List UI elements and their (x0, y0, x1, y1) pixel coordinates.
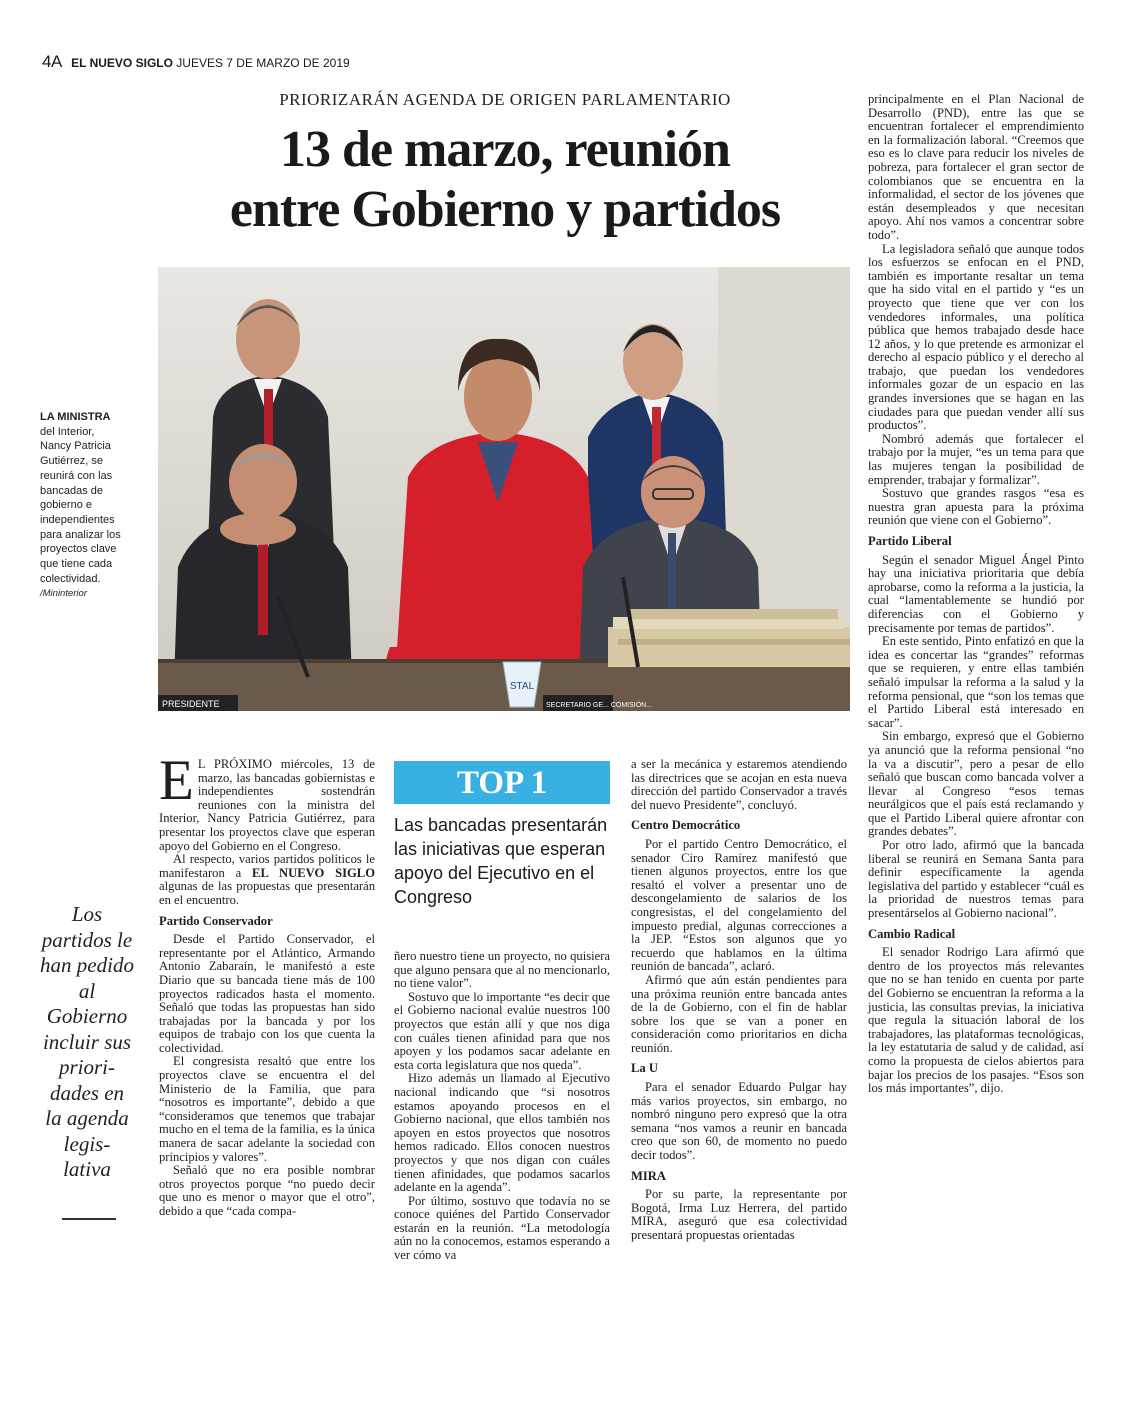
paragraph: Sostuvo que grandes rasgos “esa es nuestra gran apuesta para la próxima reunión que viene con el Gobierno”. (868, 486, 1084, 528)
section-heading: Partido Conservador (159, 913, 273, 928)
paragraph: Para el senador Eduardo Pulgar hay más varios proyectos, sin embargo, no nombró ninguno pero expresó que la otra semana “nos vamos a reunir en bancada creo que son 60, de momento no puedo decir todos”. (631, 1080, 847, 1163)
paragraph: Por último, sostuvo que todavía no se conoce quiénes del Partido Conservador estarán en la reunión. “La metodología aún no la conocemos, estamos esperando a ver cómo va (394, 1193, 610, 1263)
paragraph: Según el senador Miguel Ángel Pinto hay una iniciativa prioritaria que debía aprobarse, como la reforma a la justicia, la cual “lamentablemente se hundió por diferencias con el Gobierno y precisamente por temas de partidos”. (868, 552, 1084, 635)
paragraph: Sin embargo, expresó que el Gobierno ya anunció que la reforma pensional “no la va a discutir”, pero a pesar de ello señaló que buscan como bancada volver a llevar al Congreso “esos temas neurálgicos que el país está reclamando y que el Partido Liberal quiere afrontar con grandes debates”. (868, 729, 1084, 839)
caption-text: del Interior, Nancy Patricia Gutiérrez, se reunirá con las bancadas de gobierno e independientes para analizar los proyectos clave que tiene cada colectividad. (40, 425, 121, 585)
pull-quote-rule (62, 1218, 116, 1220)
paragraph: a ser la mecánica y estaremos atendiendo las directrices que se acojan en esta nueva dirección del partido Conservador a través del nuevo Presidente”, concluyó. (631, 757, 847, 812)
article-kicker: PRIORIZARÁN AGENDA DE ORIGEN PARLAMENTARIO (279, 90, 731, 109)
paper-stack (608, 609, 850, 667)
top1-text: Las bancadas presentarán las iniciativas que esperan apoyo del Ejecutivo en el Congreso (394, 815, 608, 907)
paragraph: Por el partido Centro Democrático, el senador Ciro Ramírez manifestó que tienen algunos proyectos, entre los que resaltó el volver a presentar uno de descongelamiento de salarios de los congresistas, el del congelamiento del impuesto predial, algunas correcciones a la JEP. “Estos son algunos que yo recuerdo que hablamos en la última reunión de bancada”, aclaró. (631, 836, 847, 974)
article-column-2 (394, 950, 610, 1263)
paragraph: Señaló que no era posible nombrar otros proyectos porque “no puedo decir que uno es menor o mayor que el otro”, debido a que “cada compa- (159, 1163, 375, 1218)
newspaper-name: EL NUEVO SIGLO (252, 865, 375, 880)
photo-caption (40, 410, 126, 602)
page-folio (42, 52, 350, 72)
article-column-4 (868, 93, 1084, 1096)
article-column-1 (159, 749, 375, 1219)
paragraph: principalmente en el Plan Nacional de Desarrollo (PND), entre las que se encuentran fortalecer el emprendimiento en la formalización laboral. “Creemos que eso es lo clave para reducir los niveles de pobreza, para fortalecer el gran sector de colombianos que se encuentra en la informalidad, el sector de los jóvenes que están desempleados y que necesitan apoyo. Ahí nos vamos a concentrar sobre todo”. (868, 92, 1084, 242)
paragraph: Nombró además que fortalecer el trabajo por la mujer, “es un tema para que las mujeres tengan la posibilidad de emprender, trabajar y formalizar”. (868, 431, 1084, 487)
paragraph: En este sentido, Pinto enfatizó en que la idea es concertar las “grandes” reformas que se requieren, y entre ellas también señaló impulsar la reforma a la salud y la reforma pensional, que “son los temas que el Partido Liberal está interesado en sacar”. (868, 634, 1084, 730)
paragraph: El congresista resaltó que entre los proyectos clave se encuentra el del Ministerio de la Familia, que para “nosotros es importante”, debido a que “consideramos que tenemos que trabajar mucho en el tema de la familia, es la única manera de sacar adelante la sociedad con principios y valores”. (159, 1054, 375, 1164)
headline-line-2: entre Gobierno y partidos (229, 181, 781, 238)
headline-line-1: 13 de marzo, reunión (280, 121, 730, 178)
edition-date: JUEVES 7 DE MARZO DE 2019 (176, 56, 350, 70)
paragraph: Sostuvo que lo importante “es decir que el Gobierno nacional evalúe nuestros 100 proyectos que están allí y que nos diga con cuáles tienen afinidad para que nos apoyen y los podamos sacar adelante en esta corta legislatura que nos queda”. (394, 989, 610, 1072)
water-cup (503, 662, 541, 707)
caption-lead: LA MINISTRA (40, 411, 111, 423)
masthead: EL NUEVO SIGLO (71, 56, 173, 70)
page-number: 4A (42, 52, 62, 71)
paragraph-text: Al respecto, varios partidos políticos le manifestaron a (159, 852, 375, 880)
article-headline (160, 120, 850, 240)
section-heading: MIRA (631, 1168, 666, 1183)
pull-quote: Los partidos le han pedido al Gobierno incluir sus priori-dades en la agenda legis-lativa (40, 902, 134, 1181)
section-heading: Cambio Radical (868, 926, 956, 941)
section-heading: La U (631, 1061, 658, 1076)
paragraph: Afirmó que aún están pendientes para una próxima reunión entre bancada antes de la de Gobierno, con el fin de hablar sobre los que se van a poner en consideración como prioritarios en dicha reunión. (631, 972, 847, 1055)
photo-credit: /Mininterior (40, 588, 87, 600)
section-heading: Partido Liberal (868, 534, 952, 548)
paragraph: Por su parte, la representante por Bogotá, Irma Luz Herrera, del partido MIRA, aseguró que esa colectividad presentará propuestas orientadas (631, 1187, 847, 1242)
top1-banner: TOP 1 (394, 761, 610, 804)
paragraph: Por otro lado, afirmó que la bancada liberal se reunirá en Semana Santa para definir específicamente la agenda legislativa del partido y establecer “cuál es la prioridad de nuestros temas para presentárselos al Gobierno nacional”. (868, 838, 1084, 921)
paragraph: La legisladora señaló que aunque todos los esfuerzos se enfocan en el PND, también es importante resaltar un tema que ha sido vital en el partido y “es un proyecto que tiene que ver con los vendedores informales, una política pública que hemos trabajado desde hace 12 años, y lo que pretende es armonizar el derecho al espacio público y el derecho al trabajo, que puedan los vendedores informales gozar de un espacio en las grandes inversiones que se hagan en las ciudades para que puedan vender allí sus productos”. (868, 241, 1084, 433)
article-photo (158, 267, 850, 711)
paragraph-text: algunas de las propuestas que presentarán en el encuentro. (159, 879, 375, 907)
lead-paragraph: L PRÓXIMO miércoles, 13 de marzo, las bancadas gobiernistas e independientes sostendrán reuniones con la ministra del Interior, Nancy Patricia Gutiérrez, para presentar los proyectos clave que esperan apoyo del Gobierno en el Congreso. (159, 757, 375, 853)
paragraph: Hizo además un llamado al Ejecutivo nacional indicando que “si nosotros estamos apoyando procesos en el Gobierno nacional, que ellos también nos apoyen en estos proyectos que nosotros hemos radicado. Ellos conocen nuestros proyectos y que nos digan con cuáles tienen afinidades, que podamos sacarlos adelante en la agenda”. (394, 1071, 610, 1195)
paragraph: Desde el Partido Conservador, el representante por el Atlántico, Armando Antonio Zabaraín, le manifestó a este Diario que su bancada tiene más de 100 proyectos radicados hasta el momento. Señaló que todas las propuestas han sido trabajadas por la bancada y por los equipos de trabajo con los que cuenta la colectividad. (159, 932, 375, 1055)
section-heading: Centro Democrático (631, 818, 741, 833)
drop-cap: E (159, 749, 194, 812)
cup-label: STAL (509, 681, 535, 692)
paragraph: El senador Rodrigo Lara afirmó que dentro de los proyectos más relevantes que no se han tenido en cuenta por parte del Gobierno se encuentran la reforma a la justicia, las consultas previas, la iniciativa que regula la situación laboral de los trabajadores, las plataformas tecnológicas, la ley estatutaria de salud y de calidad, así como la propuesta de cielos abiertos para bajar los precios de los pasajes. “Esos son los más importantes”, dijo. (868, 945, 1084, 1096)
article-column-3 (631, 758, 847, 1243)
placard-president: PRESIDENTE (162, 699, 220, 709)
paragraph: ñero nuestro tiene un proyecto, no quisiera que alguno pensara que al no mencionarlo, no tiene valor”. (394, 949, 610, 991)
placard-secretary: SECRETARIO GE... COMISIÓN... (546, 702, 653, 709)
